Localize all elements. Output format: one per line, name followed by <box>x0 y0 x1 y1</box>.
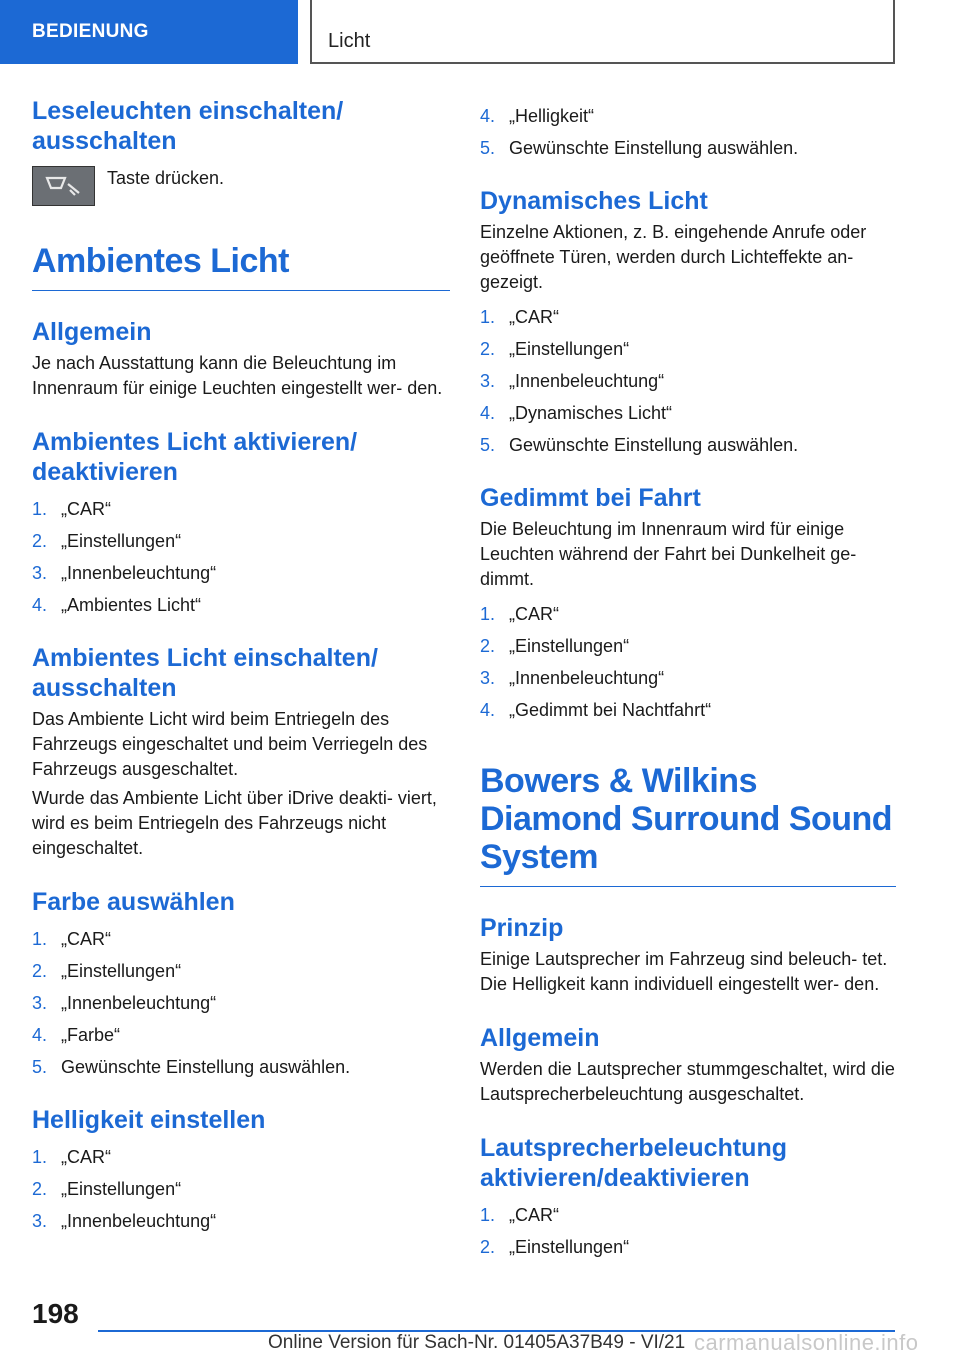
list-item: 1. „CAR“ <box>32 1147 111 1167</box>
list-item: 3. „Innenbeleuchtung“ <box>32 993 217 1013</box>
list-item: 2. „Einstellungen“ <box>32 531 182 551</box>
right-column <box>480 96 896 1263</box>
heading-prinzip: Prinzip <box>480 914 564 942</box>
online-version-text: Online Version für Sach-Nr. 01405A37B49 - VI/21 <box>268 1332 686 1353</box>
list-item: 1. „CAR“ <box>32 929 111 949</box>
allgemein-text-2: Werden die Lautsprecher stummgeschaltet, wird die Lautsprecherbeleuchtung ausgeschaltet. <box>480 1059 895 1104</box>
einschalten-text-1: Das Ambiente Licht wird beim Entriegeln des Fahrzeugs eingeschaltet und beim Verriegeln des Fahrzeugs ausgeschaltet. <box>32 709 428 779</box>
list-item: 4. „Gedimmt bei Nachtfahrt“ <box>480 700 712 720</box>
heading-aktivieren: Ambientes Licht aktivieren/ deaktivieren <box>32 428 358 486</box>
farbe-steps <box>32 923 450 1083</box>
list-item: 2. „Einstellungen“ <box>480 636 630 656</box>
list-item: 2. „Einstellungen“ <box>32 1179 182 1199</box>
page-header <box>0 0 960 66</box>
heading-gedimmt: Gedimmt bei Fahrt <box>480 484 701 512</box>
list-item: 3. „Innenbeleuchtung“ <box>480 668 665 688</box>
list-item: 4. „Dynamisches Licht“ <box>480 403 673 423</box>
list-item: 1. „CAR“ <box>480 604 559 624</box>
heading-bowers-wilkins: Bowers & Wilkins Diamond Surround Sound System <box>480 762 896 887</box>
dynamisch-steps <box>480 301 896 461</box>
gedimmt-text: Die Beleuchtung im Innenraum wird für einige Leuchten während der Fahrt bei Dunkelheit ge‐ dimmt. <box>480 519 857 589</box>
prinzip-text: Einige Lautsprecher im Fahrzeug sind beleuch‐ tet. Die Helligkeit kann individuell eingestellt wer‐ den. <box>480 949 888 994</box>
list-item: 1. „CAR“ <box>32 499 111 519</box>
list-item: 2. „Einstellungen“ <box>32 961 182 981</box>
heading-allgemein: Allgemein <box>32 318 152 346</box>
heading-einschalten: Ambientes Licht einschalten/ ausschalten <box>32 644 378 702</box>
gedimmt-steps <box>480 598 896 726</box>
list-item: 4. „Farbe“ <box>32 1025 121 1045</box>
list-item: 3. „Innenbeleuchtung“ <box>480 371 665 391</box>
chapter-tab: Licht <box>310 0 895 64</box>
page-number: 198 <box>32 1298 79 1329</box>
heading-lautsprecherbeleuchtung: Lautsprecherbeleuchtung aktivieren/deaktivieren <box>480 1134 787 1192</box>
list-item: 5. Gewünschte Einstellung auswählen. <box>32 1057 351 1077</box>
list-item: 1. „CAR“ <box>480 1205 559 1225</box>
reading-lamp-button-icon <box>32 166 95 206</box>
lese-button-row <box>32 166 450 206</box>
lese-text: Taste drücken. <box>107 168 225 188</box>
list-item: 2. „Einstellungen“ <box>480 339 630 359</box>
heading-leseleuchten: Leseleuchten einschalten/ ausschalten <box>32 97 344 155</box>
heading-allgemein-2: Allgemein <box>480 1024 600 1052</box>
heading-farbe: Farbe auswählen <box>32 888 235 916</box>
heading-ambientes-licht: Ambientes Licht <box>32 242 450 291</box>
left-column <box>32 96 450 1237</box>
einschalten-text-2: Wurde das Ambiente Licht über iDrive deakti‐ viert, wird es beim Entriegeln des Fahrzeugs nicht eingeschaltet. <box>32 788 437 858</box>
page-footer <box>0 1290 960 1362</box>
aktivieren-steps <box>32 493 450 621</box>
list-item: 4. „Helligkeit“ <box>480 106 595 126</box>
list-item: 4. „Ambientes Licht“ <box>32 595 202 615</box>
list-item: 1. „CAR“ <box>480 307 559 327</box>
helligkeit-steps-continued <box>480 100 896 164</box>
list-item: 3. „Innenbeleuchtung“ <box>32 563 217 583</box>
heading-helligkeit: Helligkeit einstellen <box>32 1106 266 1134</box>
heading-dynamisch: Dynamisches Licht <box>480 187 708 215</box>
laut-steps <box>480 1199 896 1263</box>
list-item: 3. „Innenbeleuchtung“ <box>32 1211 217 1231</box>
allgemein-text: Je nach Ausstattung kann die Beleuchtung im Innenraum für einige Leuchten eingestellt wer‐ den. <box>32 353 443 398</box>
section-tab: BEDIENUNG <box>0 0 298 64</box>
list-item: 5. Gewünschte Einstellung auswählen. <box>480 138 799 158</box>
dynamisch-text: Einzelne Aktionen, z. B. eingehende Anrufe oder geöffnete Türen, werden durch Lichteffekte an‐ gezeigt. <box>480 222 867 292</box>
helligkeit-steps <box>32 1141 450 1237</box>
list-item: 2. „Einstellungen“ <box>480 1237 630 1257</box>
list-item: 5. Gewünschte Einstellung auswählen. <box>480 435 799 455</box>
watermark: carmanualsonline.info <box>694 1330 919 1355</box>
